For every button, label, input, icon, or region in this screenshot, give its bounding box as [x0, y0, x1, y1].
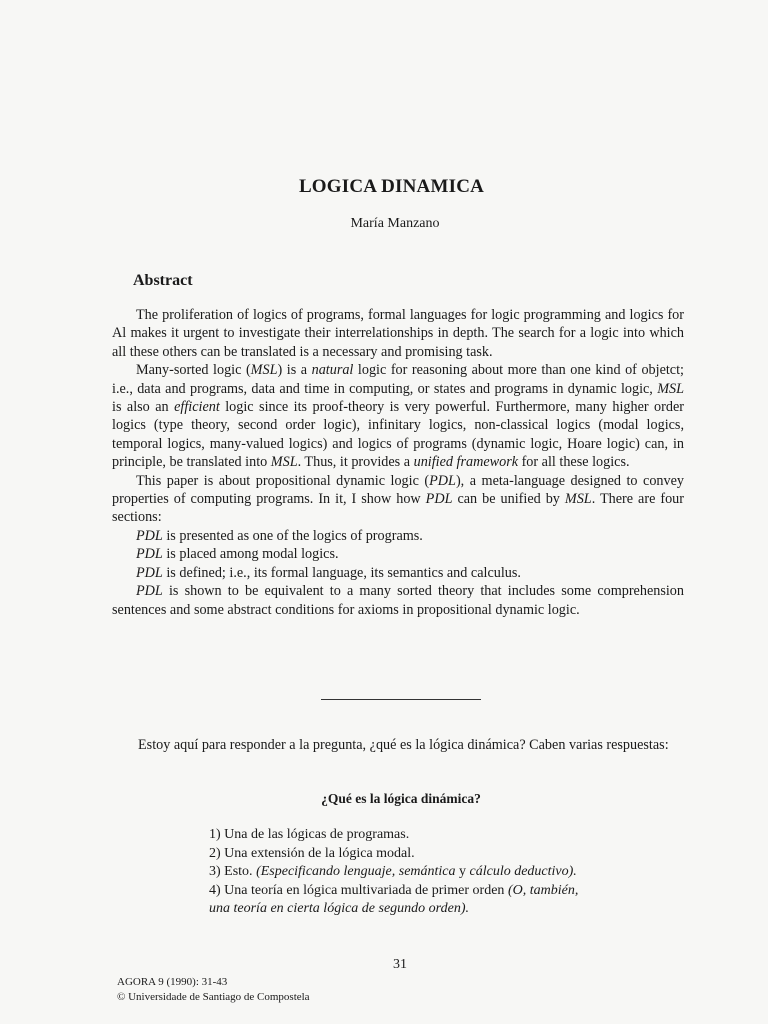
term-msl: MSL [270, 454, 298, 471]
intro-paragraph: Estoy aquí para responder a la pregunta, ¿qué es la lógica dinámica? Caben varias respuestas: [138, 737, 669, 753]
text-span: 4) Una teoría en lógica multivariada de primer orden [209, 882, 508, 898]
term-pdl: PDL [136, 583, 163, 600]
text-span: logic since its proof-theory is very powerful. Furthermore, many higher order logics (type theory, second order logic), infinitary logics, non-classical logics (modal logics, temporal logics, many-valued logics) and logics of programs (dynamic logic, Hoare logic) can, in principle, be translated into [112, 399, 684, 471]
journal-footer [117, 975, 310, 1005]
abstract-paragraph-2 [112, 361, 684, 471]
abstract-paragraph-3 [112, 472, 684, 527]
term-pdl: PDL [429, 472, 456, 489]
term-pdl: PDL [136, 564, 163, 581]
text-span: for all these logics. [518, 454, 630, 471]
answer-item-1: 1) Una de las lógicas de programas. [209, 827, 410, 842]
footer-citation: AGORA 9 (1990): 31-43 [117, 976, 228, 988]
term-pdl: PDL [136, 546, 163, 563]
abstract-paragraph-1: The proliferation of logics of programs, formal languages for logic programming and logics for Al makes it urgent to investigate their interrelationships in depth. The search for a logic into which all these others can be translated is a necessary and promising task. [112, 307, 684, 360]
page-number: 31 [393, 957, 407, 972]
answers-list [209, 826, 595, 919]
section-divider [321, 699, 481, 700]
term-msl: MSL [250, 362, 278, 379]
emphasis-unified-framework: unified framework [413, 454, 519, 471]
section-item-3 [112, 564, 684, 582]
text-span: ), a meta-language designed to convey properties of computing programs. In it, I show how [112, 472, 685, 508]
abstract-heading: Abstract [133, 272, 193, 289]
text-span: logic for reasoning about more than one kind of objetct; i.e., data and programs, data and time in computing, or states and programs in dynamic logic, [112, 362, 684, 397]
text-span: y [455, 864, 470, 879]
section-question-heading: ¿Qué es la lógica dinámica? [321, 791, 481, 806]
term-pdl: PDL [136, 527, 163, 544]
answer-item-4 [209, 882, 595, 919]
abstract-body [112, 306, 684, 619]
footer-copyright: © Universidade de Santiago de Compostela [117, 991, 310, 1003]
text-span: 3) Esto. [209, 864, 257, 879]
answer-item-3 [209, 863, 595, 882]
section-item-2 [112, 545, 684, 563]
term-msl: MSL [657, 380, 684, 397]
emphasis-text: (Especificando lenguaje, semántica [256, 864, 456, 879]
author-name: María Manzano [350, 216, 440, 231]
emphasis-natural: natural [311, 362, 354, 379]
text-span: . There are four sections: [112, 491, 685, 526]
text-span: is shown to be equivalent to a many sorted theory that includes some comprehension sentences and some abstract conditions for axioms in propositional dynamic logic. [112, 583, 684, 618]
emphasis-text: cálculo deductivo). [469, 864, 577, 879]
text-span: can be unified by [452, 491, 565, 508]
text-span: is presented as one of the logics of programs. [162, 527, 423, 544]
text-span: is placed among modal logics. [162, 546, 339, 563]
term-pdl: PDL [425, 491, 453, 508]
section-item-1 [112, 527, 684, 545]
section-item-4 [112, 582, 684, 619]
emphasis-text: (O, también, una teoría en cierta lógica de segundo orden). [209, 882, 579, 916]
text-span: This paper is about propositional dynamic logic ( [136, 472, 430, 489]
text-span: . Thus, it provides a [297, 454, 414, 471]
text-span: is defined; i.e., its formal language, its semantics and calculus. [162, 564, 521, 581]
answer-item-2: 2) Una extensión de la lógica modal. [209, 845, 415, 861]
text-span: Many-sorted logic ( [136, 362, 251, 379]
term-msl: MSL [564, 491, 592, 508]
emphasis-efficient: efficient [174, 399, 220, 416]
paper-title: LOGICA DINAMICA [298, 176, 485, 197]
text-span: ) is a [277, 362, 312, 379]
text-span: is also an [112, 399, 175, 416]
